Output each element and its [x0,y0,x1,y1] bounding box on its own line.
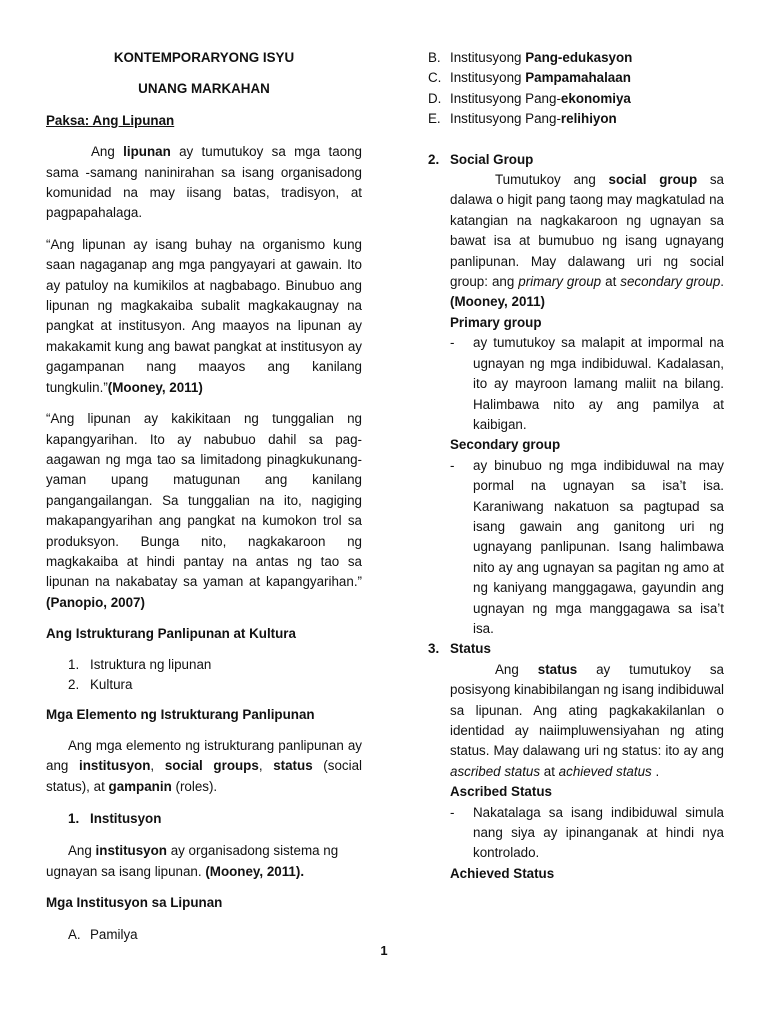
citation: (Panopio, 2007) [46,594,145,610]
primary-group-heading: Primary group [450,314,542,330]
elements-paragraph: Ang mga elemento ng istrukturang panlipunan ay ang institusyon, social groups, status (social status), at gampanin (roles). [46,737,363,794]
list-item: 1. Istruktura ng lipunan [68,656,212,672]
structure-list [68,655,362,696]
elements-heading: Mga Elemento ng Istrukturang Panlipunan [46,707,315,723]
right-column [428,48,724,884]
list-item: B. Institusyong Pang-edukasyon [428,50,633,65]
institutions-list-continued [428,48,724,130]
quarter-title: UNANG MARKAHAN [138,81,270,97]
list-item: C. Institusyong Pampamahalaan [428,70,631,86]
citation: (Mooney, 2011) [107,379,203,395]
intro-paragraph: Ang lipunan ay tumutukoy sa mga taong sama -samang naninirahan sa isang organisadong komunidad na may iisang batas, tradisyon, at pagpapahalaga. [46,144,362,221]
primary-group-definition: - ay tumutukoy sa malapit at impormal na ugnayan ng mga indibiduwal. Kadalasan, ito ay mayroon lamang maliit na bilang. Halimbawa nito ay ang pamilya at kaibigan. [450,335,724,432]
institusyon-heading: 1. Institusyon [68,811,162,826]
quote-panopio: “Ang lipunan ay kakikitaan ng tunggalian ng kapangyarihan. Ito ay nabubuo dahil sa pag-aagawan ng mga tao sa limitadong pinagkukunang-yaman upang matugunan ang kanilang pangangailangan. Sa tunggalian na ito, nagiging makapangyarihan ang pangkat na kumokon trol sa produksyon. Bunga nito, nagkakaroon ng magkakaiba at hindi pantay na antas ng tao sa lipunan na nakabatay sa yaman at kapangyarihan.” (Panopio, 2007) [46,411,362,610]
quote-mooney: “Ang lipunan ay isang buhay na organismo kung saan nagaganap ang mga pangyayari at gawain. Ito ay patuloy na kumikilos at nagbabago. Binubuo ang lipunan ng magkakaiba subalit magkakaugnay na pangkat at institusyon. Ang maayos na lipunan ay makakamit kung ang bawat pangkat at institusyon ay gagampanan nang maayos ang kanilang tungkulin.”(Mooney, 2011) [46,236,362,395]
ascribed-status-definition: - Nakatalaga sa isang indibiduwal simula nang siya ay ipinanganak at hindi nya kontrolado. [450,804,724,861]
ascribed-status-heading: Ascribed Status [450,784,552,800]
left-column [46,48,362,945]
list-item: 2. Kultura [68,676,133,692]
institutions-heading: Mga Institusyon sa Lipunan [46,895,223,911]
social-group-paragraph: Tumutukoy ang social group sa dalawa o higit pang taong may magkatulad na katangian na nagkakaroon ng ugnayan sa bawat isa at bumubuo ng isang ugnayang panlipunan. May dalawang uri ng social group: ang primary group at secondary group. (Mooney, 2011) [450,172,725,310]
topic-heading: Paksa: Ang Lipunan [46,112,175,128]
page-number: 1 [380,943,388,958]
list-item: D. Institusyong Pang-ekonomiya [428,90,631,106]
term-lipunan: lipunan [123,144,171,160]
social-group-heading: 2. Social Group [428,151,534,167]
institusyon-paragraph: Ang institusyon ay organisadong sistema ng ugnayan sa isang lipunan. (Mooney, 2011). [46,843,339,879]
status-paragraph: Ang status ay tumutukoy sa posisyong kinabibilangan ng isang indibiduwal sa lipunan. Ang ating pagkakakilanlan o identidad ay naiimpluwensiyahan ng ating status. May dalawang uri ng status: ito ay ang ascribed status at achieved status . [450,661,724,779]
list-item: E. Institusyong Pang-relihiyon [428,111,617,127]
achieved-status-heading: Achieved Status [450,865,555,881]
structure-heading: Ang Istrukturang Panlipunan at Kultura [46,626,296,642]
status-heading: 3. Status [428,641,491,657]
list-item: A. Pamilya [68,926,138,942]
secondary-group-heading: Secondary group [450,437,561,453]
document-title: KONTEMPORARYONG ISYU [113,50,295,65]
secondary-group-definition: - ay binubuo ng mga indibiduwal na may pormal na ugnayan sa isa’t isa. Karaniwang nakatuon sa pagtupad sa isang gawain ang ganitong uri ng ugnayang panlipunan. Isang halimbawa nito ay ang ugnayan sa pagitan ng amo at ng kaniyang manggagawa, gayundin ang ugnayan ng mga manggagawa sa isa’t isa. [450,457,724,636]
